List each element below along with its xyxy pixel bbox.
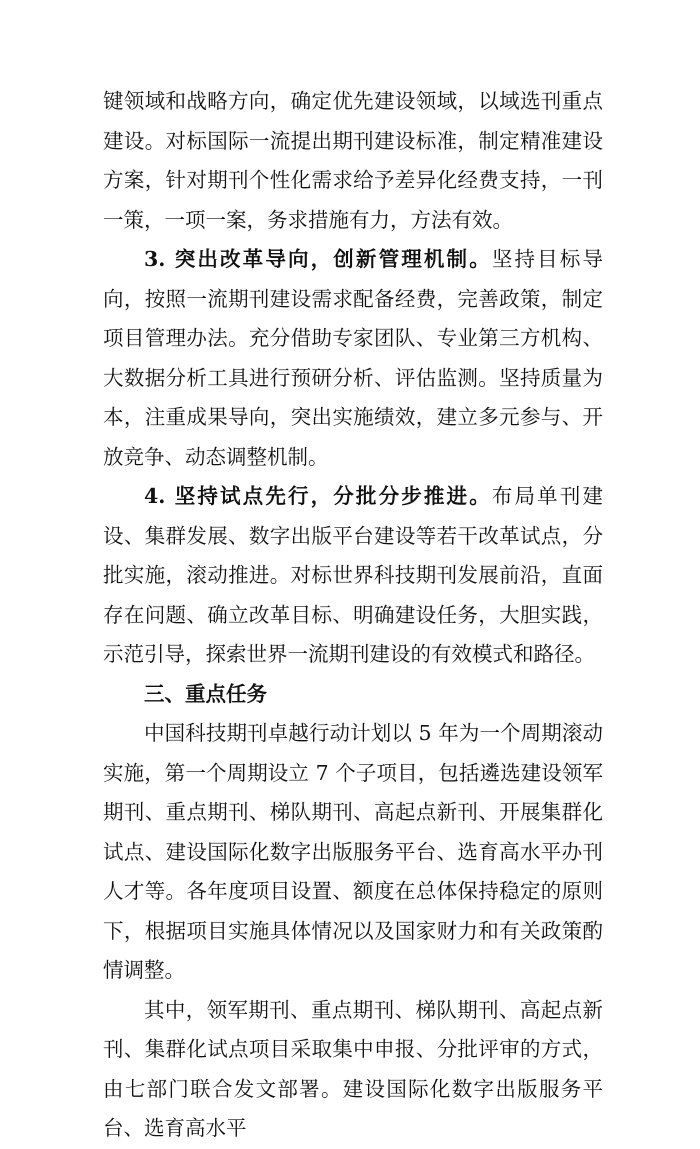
paragraph-2-body: 坚持目标导向，按照一流期刊建设需求配备经费，完善政策，制定项目管理办法。充分借助专家团队、专业第三方机构、大数据分析工具进行预研分析、评估监测。坚持质量为本，注重成果导向，突出实施绩效，建立多元参与、开放竞争、动态调整机制。	[103, 247, 603, 469]
section-heading: 三、重点任务	[144, 681, 267, 706]
paragraph-3-lead: 4. 坚持试点先行，分批分步推进。	[144, 484, 492, 508]
paragraph-2	[103, 240, 603, 477]
paragraph-4: 中国科技期刊卓越行动计划以 5 年为一个周期滚动实施，第一个周期设立 7 个子项目，包括遴选建设领军期刊、重点期刊、梯队期刊、高起点新刊、开展集群化试点、建设国际化数字出版服务平台、选育高水平办刊人才等。各年度项目设置、额度在总体保持稳定的原则下，根据项目实施具体情况以及国家财力和有关政策酌情调整。	[103, 721, 603, 982]
paragraph-5: 其中，领军期刊、重点期刊、梯队期刊、高起点新刊、集群化试点项目采取集中申报、分批评审的方式，由七部门联合发文部署。建设国际化数字出版服务平台、选育高水平	[103, 997, 603, 1140]
paragraph-2-lead: 3. 突出改革导向，创新管理机制。	[144, 247, 492, 271]
paragraph-1: 键领域和战略方向，确定优先建设领域，以域选刊重点建设。对标国际一流提出期刊建设标准，制定精准建设方案，针对期刊个性化需求给予差异化经费支持，一刊一策，一项一案，务求措施有力，方法有效。	[103, 89, 603, 232]
paragraph-3-body: 布局单刊建设、集群发展、数字出版平台建设等若干改革试点，分批实施，滚动推进。对标世界科技期刊发展前沿，直面存在问题、确立改革目标、明确建设任务，大胆实践，示范引导，探索世界一流期刊建设的有效模式和路径。	[103, 484, 603, 666]
paragraph-3	[103, 477, 603, 675]
